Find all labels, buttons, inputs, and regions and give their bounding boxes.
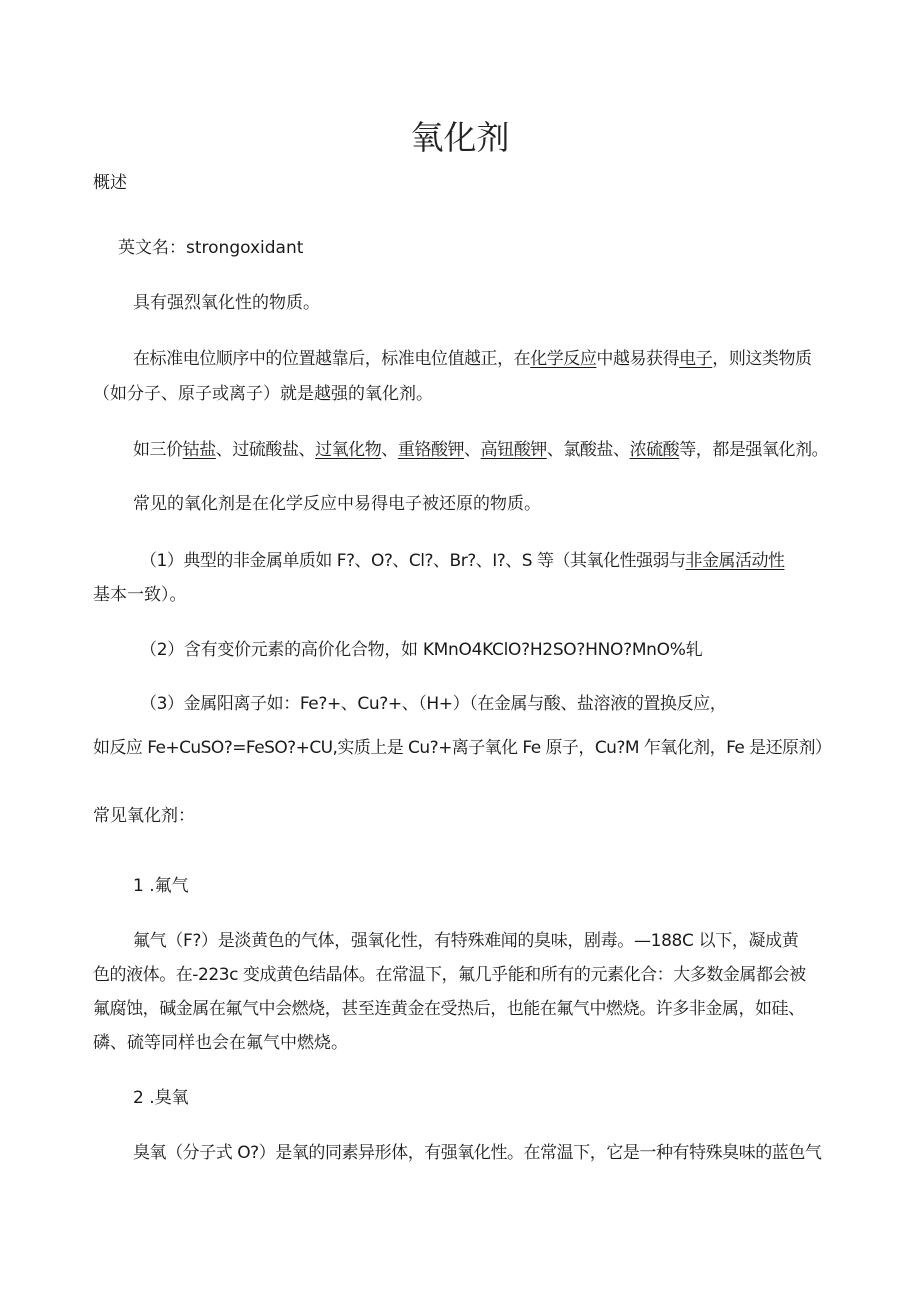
paragraph-line xyxy=(133,351,812,368)
link-peroxide[interactable]: 过氧化物 xyxy=(315,440,382,460)
section-heading-fluorine: 1 .氟气 xyxy=(133,876,189,896)
text-span: 、氯酸盐、 xyxy=(546,440,630,460)
paragraph-line: 臭氧（分子式 O?）是氧的同素异形体，有强氧化性。在常温下，它是一种有特殊臭味的蓝色气 xyxy=(133,1143,822,1163)
link-cobalt-salt[interactable]: 钴盐 xyxy=(182,440,216,460)
paragraph-line: （如分子、原子或离子）就是越强的氧化剂。 xyxy=(93,384,433,404)
paragraph-line: 色的液体。在-223c 变成黄色结晶体。在常温下，氟几乎能和所有的元素化合：大多数金属都会被 xyxy=(93,965,806,985)
text-span: 、 xyxy=(381,440,398,460)
link-potassium-dichromate[interactable]: 重铬酸钾 xyxy=(397,440,465,460)
text-span: ，则这类物质 xyxy=(712,349,812,369)
link-potassium-permanganate[interactable]: 高钮酸钾 xyxy=(480,440,547,460)
link-electron[interactable]: 电子 xyxy=(679,349,713,369)
paragraph-line: 氟腐蚀，碱金属在氟气中会燃烧，甚至连黄金在受热后，也能在氟气中燃烧。许多非金属，如硅、 xyxy=(93,999,805,1019)
text-span: （1）典型的非金属单质如 F?、O?、Cl?、Br?、I?、S 等（其氧化性强弱与 xyxy=(140,551,686,571)
english-name-label: 英文名： xyxy=(118,238,186,258)
list-item: （2）含有变价元素的高价化合物，如 KMnO4KClO?H2SO?HNO?MnO%轧 xyxy=(140,640,703,660)
common-oxidizers-heading: 常见氧化剂： xyxy=(93,806,195,826)
link-chemical-reaction[interactable]: 化学反应 xyxy=(530,349,597,369)
list-item: （3）金属阳离子如：Fe?+、Cu?+、（H+）（在金属与酸、盐溶液的置换反应， xyxy=(140,694,727,714)
text-span: 等，都是强氧化剂。 xyxy=(679,440,829,460)
overview-heading: 概述 xyxy=(93,173,127,193)
text-span: 在标准电位顺序中的位置越靠后，标准电位值越正，在 xyxy=(133,349,531,369)
english-name xyxy=(118,240,303,257)
text-span: 中越易获得 xyxy=(596,349,680,369)
text-span: 、过硫酸盐、 xyxy=(215,440,316,460)
paragraph-line: 如反应 Fe+CuSO?=FeSO?+CU,实质上是 Cu?+离子氧化 Fe 原子，Cu?M 乍氧化剂，Fe 是还原剂） xyxy=(93,738,832,758)
link-concentrated-sulfuric-acid[interactable]: 浓硫酸 xyxy=(629,440,680,460)
page-title: 氧化剂 xyxy=(410,118,510,157)
paragraph-line: 氟气（F?）是淡黄色的气体，强氧化性，有特殊难闻的臭味，剧毒。—188C 以下，凝成黄 xyxy=(133,931,799,951)
paragraph-line: 磷、硫等同样也会在氟气中燃烧。 xyxy=(93,1033,348,1053)
english-name-value: strongoxidant xyxy=(186,238,304,258)
list-item xyxy=(140,553,784,570)
paragraph-line: 常见的氧化剂是在化学反应中易得电子被还原的物质。 xyxy=(133,494,541,514)
paragraph-line: 基本一致）。 xyxy=(93,585,187,605)
paragraph-line xyxy=(133,442,828,459)
section-heading-ozone: 2 .臭氧 xyxy=(133,1088,189,1108)
definition-paragraph: 具有强烈氧化性的物质。 xyxy=(133,293,320,313)
link-nonmetal-activity[interactable]: 非金属活动性 xyxy=(685,551,785,571)
text-span: 、 xyxy=(464,440,481,460)
text-span: 如三价 xyxy=(133,440,183,460)
